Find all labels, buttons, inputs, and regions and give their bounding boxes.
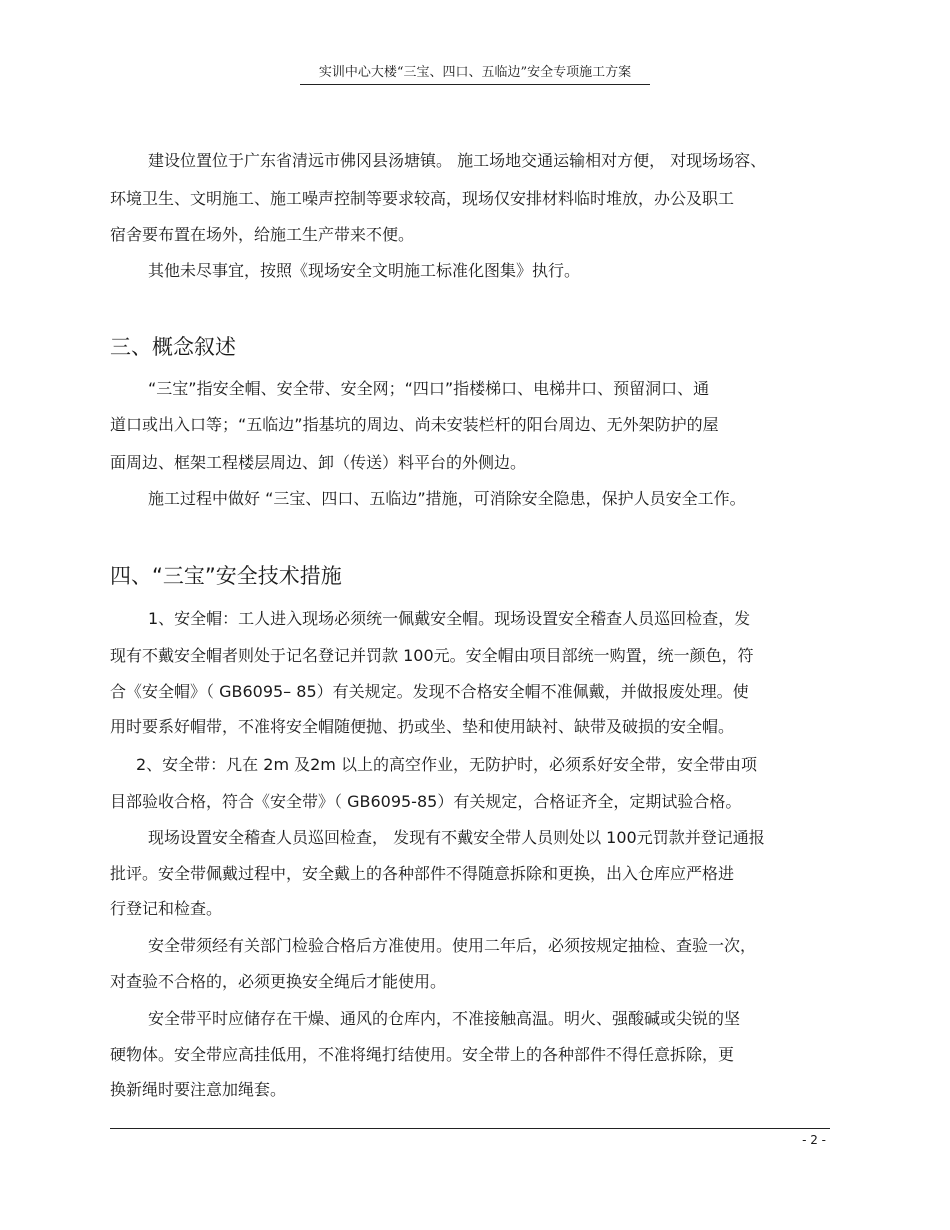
footer-divider — [110, 1128, 830, 1129]
paragraph-line: 安全带须经有关部门检验合格后方准使用。使用二年后，必须按规定抽检、查验一次， — [148, 936, 757, 955]
paragraph-line: 合《安全帽》（ GB6095– 85）有关规定。发现不合格安全帽不准佩戴，并做报废处理。使 — [110, 682, 749, 701]
paragraph-line: 目部验收合格，符合《安全带》（ GB6095-85）有关规定，合格证齐全，定期试验合格。 — [110, 792, 742, 811]
paragraph-line: 安全带平时应储存在干燥、通风的仓库内，不准接触高温。明火、强酸碱或尖锐的坚 — [148, 1009, 741, 1028]
paragraph-line: 1、安全帽：工人进入现场必须统一佩戴安全帽。现场设置安全稽查人员巡回检查，发 — [148, 609, 751, 628]
paragraph-line: 施工过程中做好 “三宝、四口、五临边”措施，可消除安全隐患，保护人员安全工作。 — [148, 489, 746, 508]
paragraph-line: “三宝”指安全帽、安全带、安全网；“四口”指楼梯口、电梯井口、预留洞口、通 — [148, 379, 710, 398]
paragraph-line: 现场设置安全稽查人员巡回检查， 发现有不戴安全带人员则处以 100元罚款并登记通报 — [148, 828, 765, 847]
paragraph-line: 用时要系好帽带，不准将安全帽随便抛、扔或坐、垫和使用缺衬、缺带及破损的安全帽。 — [110, 717, 735, 736]
paragraph-line: 道口或出入口等；“五临边”指基坑的周边、尚未安装栏杆的阳台周边、无外架防护的屋 — [110, 415, 719, 434]
paragraph-line: 现有不戴安全帽者则处于记名登记并罚款 100元。安全帽由项目部统一购置，统一颜色，符 — [110, 646, 754, 665]
paragraph-line: 面周边、框架工程楼层周边、卸（传送）料平台的外侧边。 — [110, 453, 527, 472]
page-number: - 2 - — [802, 1133, 826, 1147]
paragraph-line: 其他未尽事宜，按照《现场安全文明施工标准化图集》执行。 — [148, 261, 581, 280]
paragraph-line: 2、安全带：凡在 2m 及2m 以上的高空作业，无防护时，必须系好安全带，安全带由项 — [136, 755, 757, 774]
paragraph-line: 批评。安全带佩戴过程中，安全戴上的各种部件不得随意拆除和更换，出入仓库应严格进 — [110, 864, 735, 883]
section-heading: 三、概念叙述 — [110, 335, 236, 359]
paragraph-line: 行登记和检查。 — [110, 899, 223, 918]
paragraph-line: 硬物体。安全带应高挂低用，不准将绳打结使用。安全带上的各种部件不得任意拆除，更 — [110, 1045, 735, 1064]
paragraph-line: 对查验不合格的，必须更换安全绳后才能使用。 — [110, 972, 447, 991]
paragraph-line: 建设位置位于广东省清远市佛冈县汤塘镇。 施工场地交通运输相对方便， 对现场场容、 — [148, 151, 767, 170]
paragraph-line: 换新绳时要注意加绳套。 — [110, 1080, 287, 1099]
paragraph-line: 宿舍要布置在场外，给施工生产带来不便。 — [110, 225, 415, 244]
section-heading: 四、“三宝”安全技术措施 — [110, 564, 342, 588]
paragraph-line: 环境卫生、文明施工、施工噪声控制等要求较高，现场仅安排材料临时堆放，办公及职工 — [110, 189, 735, 208]
header-divider — [300, 84, 650, 85]
page-header-title: 实训中心大楼“三宝、四口、五临边”安全专项施工方案 — [318, 65, 632, 80]
